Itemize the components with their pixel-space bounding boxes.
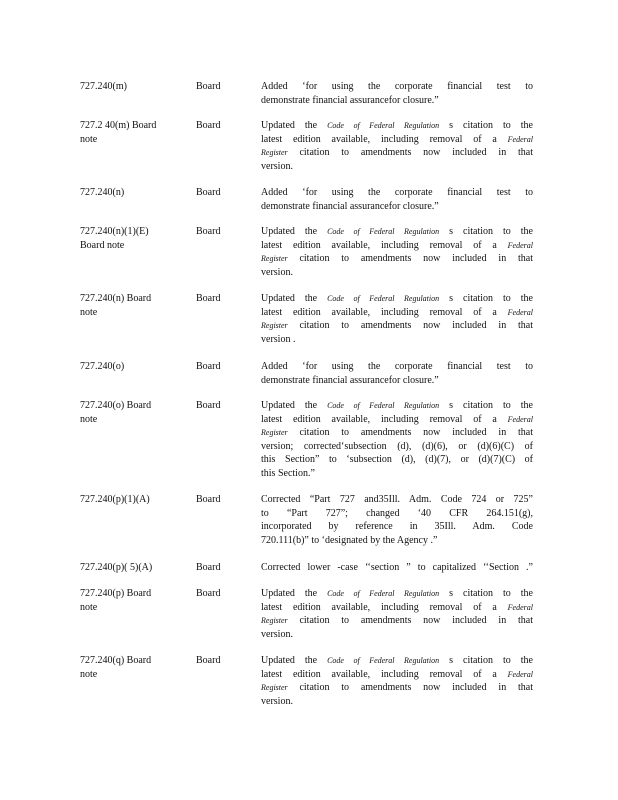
source-cell: Board: [196, 187, 221, 198]
section-cell: [80, 561, 180, 575]
section-cell: [80, 654, 180, 681]
change-description-cell: [261, 399, 533, 481]
description-line: latest edition available, including removal of a Federal: [261, 601, 533, 613]
section-cell: [80, 292, 180, 319]
description-line: Register citation to amendments now included in that: [261, 147, 533, 159]
change-description-cell: [261, 119, 533, 173]
description-line: Added ‘for using the corporate financial test to: [261, 361, 533, 372]
section-cell: [80, 186, 180, 200]
description-line: demonstrate financial assurancefor closure.”: [261, 374, 439, 386]
change-description-cell: [261, 561, 533, 575]
description-line: Register citation to amendments now included in that: [261, 615, 533, 627]
section-line: note: [80, 601, 98, 613]
description-line: latest edition available, including removal of a Federal: [261, 133, 533, 145]
section-cell: [80, 360, 180, 374]
change-description-cell: [261, 186, 533, 213]
change-description-cell: [261, 225, 533, 279]
description-line: latest edition available, including removal of a Federal: [261, 413, 533, 425]
description-line: this Section.”: [261, 467, 315, 479]
section-line: note: [80, 668, 98, 680]
section-line: 727.240(p) Board: [80, 588, 152, 599]
section-line: 727.240(o) Board: [80, 400, 152, 411]
section-cell: [80, 587, 180, 614]
section-cell: [80, 119, 180, 146]
description-line: incorporated by reference in 35Ill. Adm. Code: [261, 521, 533, 533]
description-line: Register citation to amendments now included in that: [261, 427, 533, 439]
description-line: version.: [261, 628, 293, 640]
description-line: 720.111(b)” to ‘designated by the Agency .”: [261, 534, 438, 546]
source-cell: Board: [196, 226, 221, 237]
description-line: version; corrected‘subsection (d), (d)(6), or (d)(6)(C) of: [261, 440, 533, 452]
description-line: Added ‘for using the corporate financial test to: [261, 81, 533, 92]
description-line: version.: [261, 160, 293, 172]
source-cell: Board: [196, 361, 221, 372]
description-line: Register citation to amendments now included in that: [261, 682, 533, 694]
description-line: Register citation to amendments now included in that: [261, 320, 533, 332]
section-line: 727.240(n) Board: [80, 293, 152, 304]
section-cell: [80, 80, 180, 94]
description-line: latest edition available, including removal of a Federal: [261, 306, 533, 318]
source-cell: Board: [196, 81, 221, 92]
section-cell: [80, 399, 180, 426]
section-line: 727.240(p)( 5)(A): [80, 562, 153, 573]
description-line: Updated the Code of Federal Regulation s citation to the: [261, 588, 533, 599]
description-line: demonstrate financial assurancefor closure.”: [261, 200, 439, 212]
section-line: 727.240(o): [80, 361, 125, 372]
section-line: 727.240(q) Board: [80, 655, 152, 666]
section-line: Board note: [80, 239, 125, 251]
section-line: 727.240(n)(1)(E): [80, 226, 149, 237]
source-cell: Board: [196, 120, 221, 131]
description-line: demonstrate financial assurancefor closure.”: [261, 94, 439, 106]
section-line: 727.2 40(m) Board: [80, 120, 157, 131]
section-line: 727.240(n): [80, 187, 125, 198]
source-cell: Board: [196, 400, 221, 411]
section-line: 727.240(p)(1)(A): [80, 494, 150, 505]
description-line: latest edition available, including removal of a Federal: [261, 668, 533, 680]
source-cell: Board: [196, 293, 221, 304]
source-cell: Board: [196, 562, 221, 573]
change-description-cell: [261, 360, 533, 387]
change-description-cell: [261, 80, 533, 107]
description-line: Corrected lower -case ‘‘section ” to capitalized ‘‘Section .”: [261, 562, 533, 573]
source-cell: Board: [196, 588, 221, 599]
description-line: Register citation to amendments now included in that: [261, 253, 533, 265]
description-line: Updated the Code of Federal Regulation s citation to the: [261, 120, 533, 131]
description-line: version .: [261, 333, 296, 345]
section-cell: [80, 493, 180, 507]
description-line: Updated the Code of Federal Regulation s citation to the: [261, 293, 533, 304]
change-description-cell: [261, 654, 533, 708]
change-description-cell: [261, 493, 533, 547]
change-description-cell: [261, 587, 533, 641]
section-line: note: [80, 133, 98, 145]
description-line: Added ‘for using the corporate financial test to: [261, 187, 533, 198]
description-line: version.: [261, 695, 293, 707]
section-line: note: [80, 306, 98, 318]
section-cell: [80, 225, 180, 252]
description-line: Updated the Code of Federal Regulation s citation to the: [261, 226, 533, 237]
source-cell: Board: [196, 655, 221, 666]
description-line: to “Part 727”; changed ‘40 CFR 264.151(g),: [261, 507, 533, 519]
description-line: Updated the Code of Federal Regulation s citation to the: [261, 400, 533, 411]
description-line: latest edition available, including removal of a Federal: [261, 239, 533, 251]
change-description-cell: [261, 292, 533, 346]
description-line: this Section” to ‘subsection (d), (d)(7), or (d)(7)(C) of: [261, 454, 533, 466]
section-line: 727.240(m): [80, 81, 127, 92]
description-line: version.: [261, 266, 293, 278]
source-cell: Board: [196, 494, 221, 505]
description-line: Corrected “Part 727 and35Ill. Adm. Code 724 or 725”: [261, 494, 533, 505]
section-line: note: [80, 413, 98, 425]
description-line: Updated the Code of Federal Regulation s citation to the: [261, 655, 533, 666]
